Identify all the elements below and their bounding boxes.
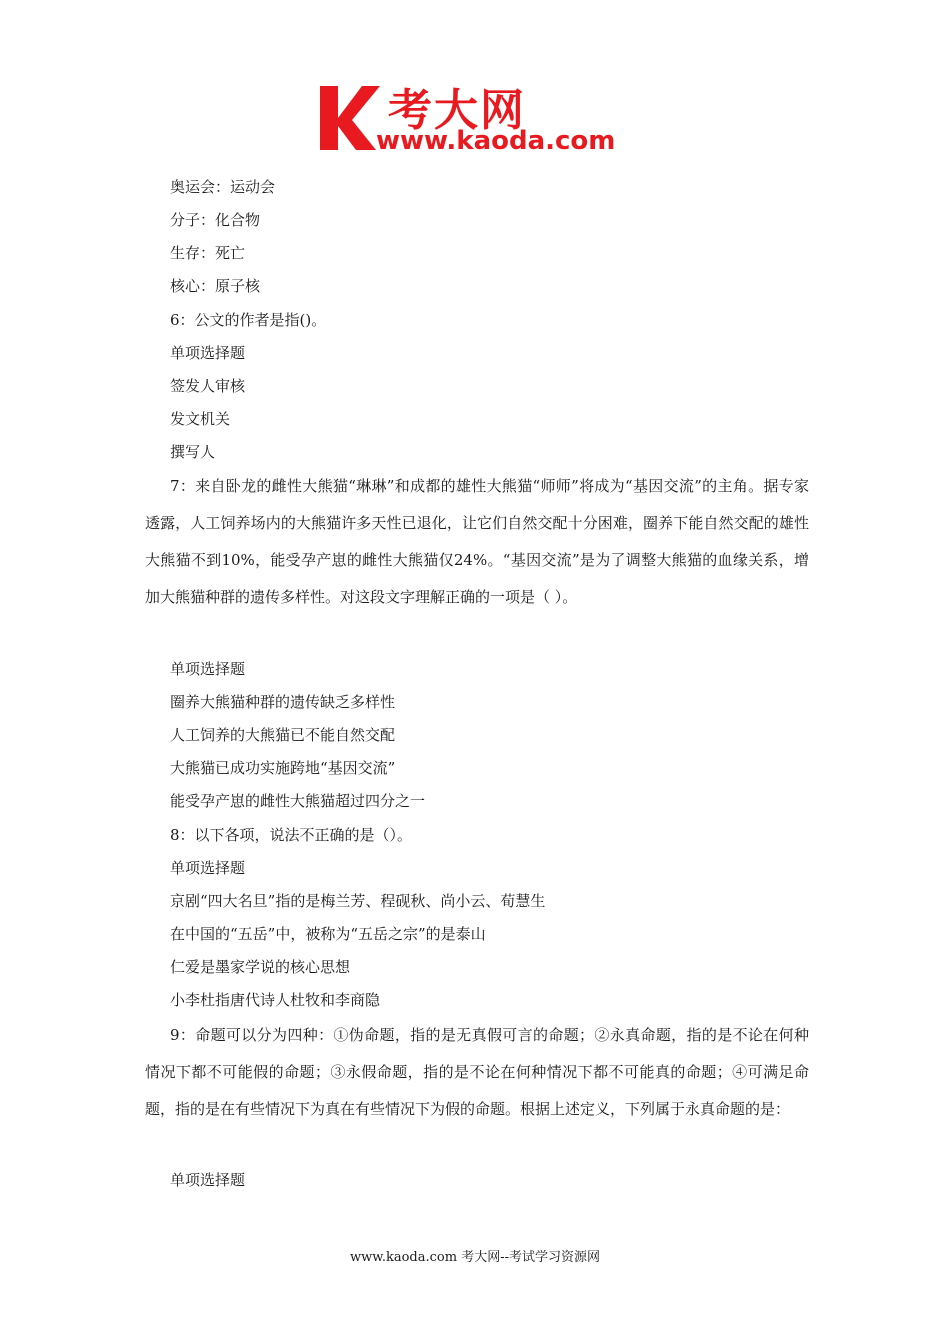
option: 撰写人 <box>170 443 216 461</box>
question-7-stem: 7：来自卧龙的雌性大熊猫“琳琳”和成都的雄性大熊猫“师师”将成为“基因交流”的主角。据专家透露，人工饲养场内的大熊猫许多天性已退化，让它们自然交配十分困难，圈养下能自然交配的雄性大熊猫不到10%，能受孕产崽的雌性大熊猫仅24%。“基因交流”是为了调整大熊猫的血缘关系，增加大熊猫种群的遗传多样性。对这段文字理解正确的一项是（ ）。 <box>145 477 809 606</box>
question-8-type: 单项选择题 <box>170 859 246 877</box>
option: 在中国的“五岳”中，被称为“五岳之宗”的是泰山 <box>170 925 486 943</box>
option: 签发人审核 <box>170 377 246 395</box>
k-logo-icon <box>318 80 380 152</box>
option: 能受孕产崽的雌性大熊猫超过四分之一 <box>170 792 426 810</box>
analogy-line: 核心：原子核 <box>170 277 261 295</box>
option: 圈养大熊猫种群的遗传缺乏多样性 <box>170 693 396 711</box>
logo-brand-url: www.kaoda.com <box>376 126 616 156</box>
question-8-stem: 8：以下各项，说法不正确的是（）。 <box>170 826 413 844</box>
option: 发文机关 <box>170 410 231 428</box>
logo-brand-cn: 考大网 <box>388 85 526 136</box>
page-footer: www.kaoda.com 考大网--考试学习资源网 <box>350 1250 600 1265</box>
question-6-type: 单项选择题 <box>170 344 246 362</box>
question-6-stem: 6：公文的作者是指()。 <box>170 311 327 329</box>
option: 人工饲养的大熊猫已不能自然交配 <box>170 726 396 744</box>
analogy-line: 分子：化合物 <box>170 211 261 229</box>
question-7-type: 单项选择题 <box>170 660 246 678</box>
option: 小李杜指唐代诗人杜牧和李商隐 <box>170 991 381 1009</box>
question-9-stem: 9：命题可以分为四种：①伪命题，指的是无真假可言的命题；②永真命题，指的是不论在何种情况下都不可能假的命题；③永假命题，指的是不论在何种情况下都不可能真的命题；④可满足命题，指的是在有些情况下为真在有些情况下为假的命题。根据上述定义，下列属于永真命题的是： <box>145 1026 809 1118</box>
site-logo <box>318 80 640 160</box>
question-9-type: 单项选择题 <box>170 1171 246 1189</box>
analogy-line: 生存：死亡 <box>170 244 246 262</box>
option: 京剧“四大名旦”指的是梅兰芳、程砚秋、尚小云、荀慧生 <box>170 892 546 910</box>
analogy-line: 奥运会：运动会 <box>170 178 276 196</box>
option: 仁爱是墨家学说的核心思想 <box>170 958 351 976</box>
option: 大熊猫已成功实施跨地“基因交流” <box>170 759 396 777</box>
